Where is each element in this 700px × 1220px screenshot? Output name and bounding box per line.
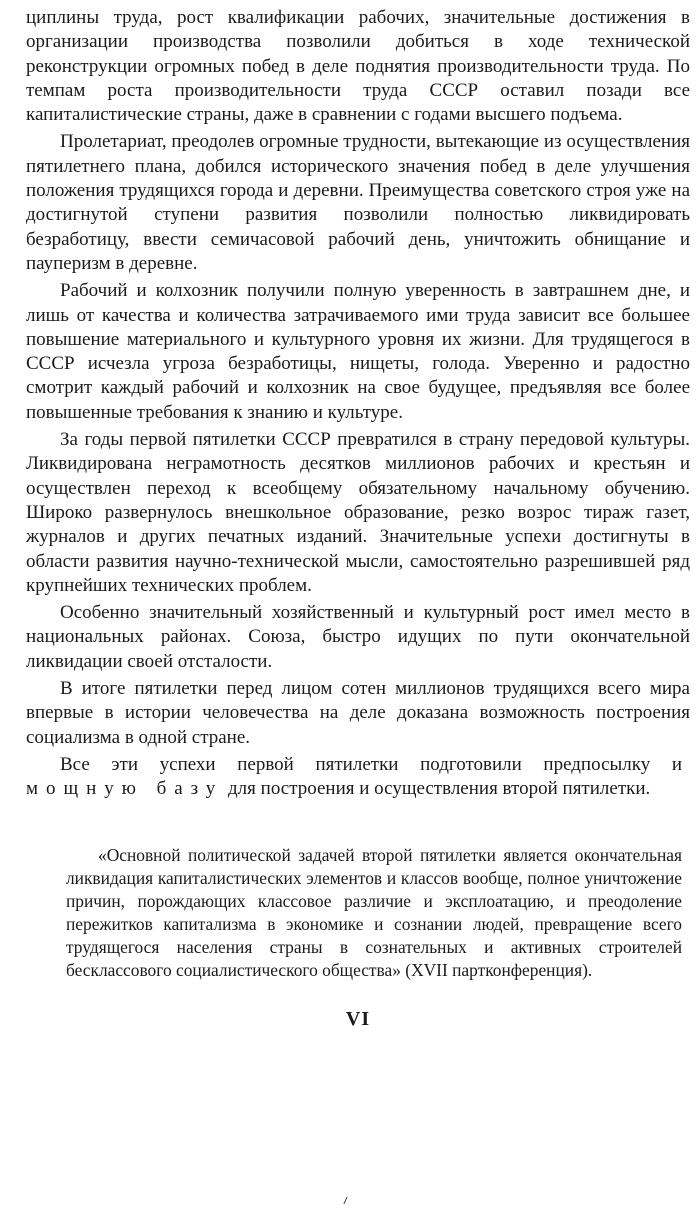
print-mark bbox=[343, 1197, 352, 1204]
paragraph-text-before: Все эти успехи первой пятилетки подготовили предпосылку bbox=[60, 753, 651, 775]
paragraph-second-plan-base bbox=[26, 753, 690, 802]
paragraph-proletariat: Пролетариат, преодолев огромные трудности, вытекающие из осуществления пятилетнего плана, добился исторического значения побед в деле улучшения положения трудящихся города и деревни. Преимущества советского строя уже на достигнутой ступени развития позволили полностью ликвидировать безработицу, ввести семичасовой рабочий день, уничтожить обнищание и пауперизм в деревне. bbox=[26, 131, 690, 274]
page-body bbox=[26, 6, 690, 1031]
page-number: VI bbox=[345, 1007, 371, 1030]
paragraph-worker-kolkhoznik: Рабочий и колхозник получили полную уверенность в завтрашнем дне, и лишь от качества и количества затрачиваемого ими труда зависит все большее повышение материального и культурного уровня их жизни. Для трудящегося в СССР исчезла угроза безработицы, нищеты, голода. Уверенно и радостно смотрит каждый рабочий и колхозник на свое будущее, предъявляя все более повышенные требования к знанию и культуре. bbox=[26, 280, 690, 423]
paragraph-result: В итоге пятилетки перед лицом сотен миллионов трудящихся всего мира впервые в истории человечества на деле доказана возможность построения социализма в одной стране. bbox=[26, 678, 690, 748]
paragraph-culture: За годы первой пятилетки СССР превратился в страну передовой культуры. Ликвидирована неграмотность десятков миллионов рабочих и крестьян и осуществлен переход к всеобщему обязательному начальному обучению. Широко развернулось внешкольное образование, резко возрос тираж газет, журналов и других печатных изданий. Значительные успехи достигнуты в области развития научно-технической мысли, самостоятельно разрешившей ряд крупнейших технических проблем. bbox=[26, 429, 690, 596]
spaced-emphasis: и мощную базу bbox=[26, 753, 691, 800]
party-conference-quote: «Основной политической задачей второй пятилетки является окончательная ликвидация капиталистических элементов и классов вообще, полное уничтожение причин, порождающих классовое различие и эксплоатацию, и преодоление пережитков капитализма в экономике и сознании людей, превращение всего трудящегося населения страны в сознательных и активных строителей бесклассового социалистического общества» (XVII партконференция). bbox=[66, 844, 682, 980]
paragraph-text-after: для построения и осуществления второй пятилетки. bbox=[228, 778, 651, 800]
paragraph-continuation: циплины труда, рост квалификации рабочих, значительные достижения в организации производства позволили добиться в ходе технической реконструкции огромных побед в деле поднятия производительности труда. По темпам роста производительности труда СССР оставил позади все капиталистические страны, даже в сравнении с годами высшего подъема. bbox=[26, 7, 690, 126]
paragraph-national-regions: Особенно значительный хозяйственный и культурный рост имел место в национальных районах. Союза, быстро идущих по пути окончательной ликвидации своей отсталости. bbox=[26, 602, 690, 672]
